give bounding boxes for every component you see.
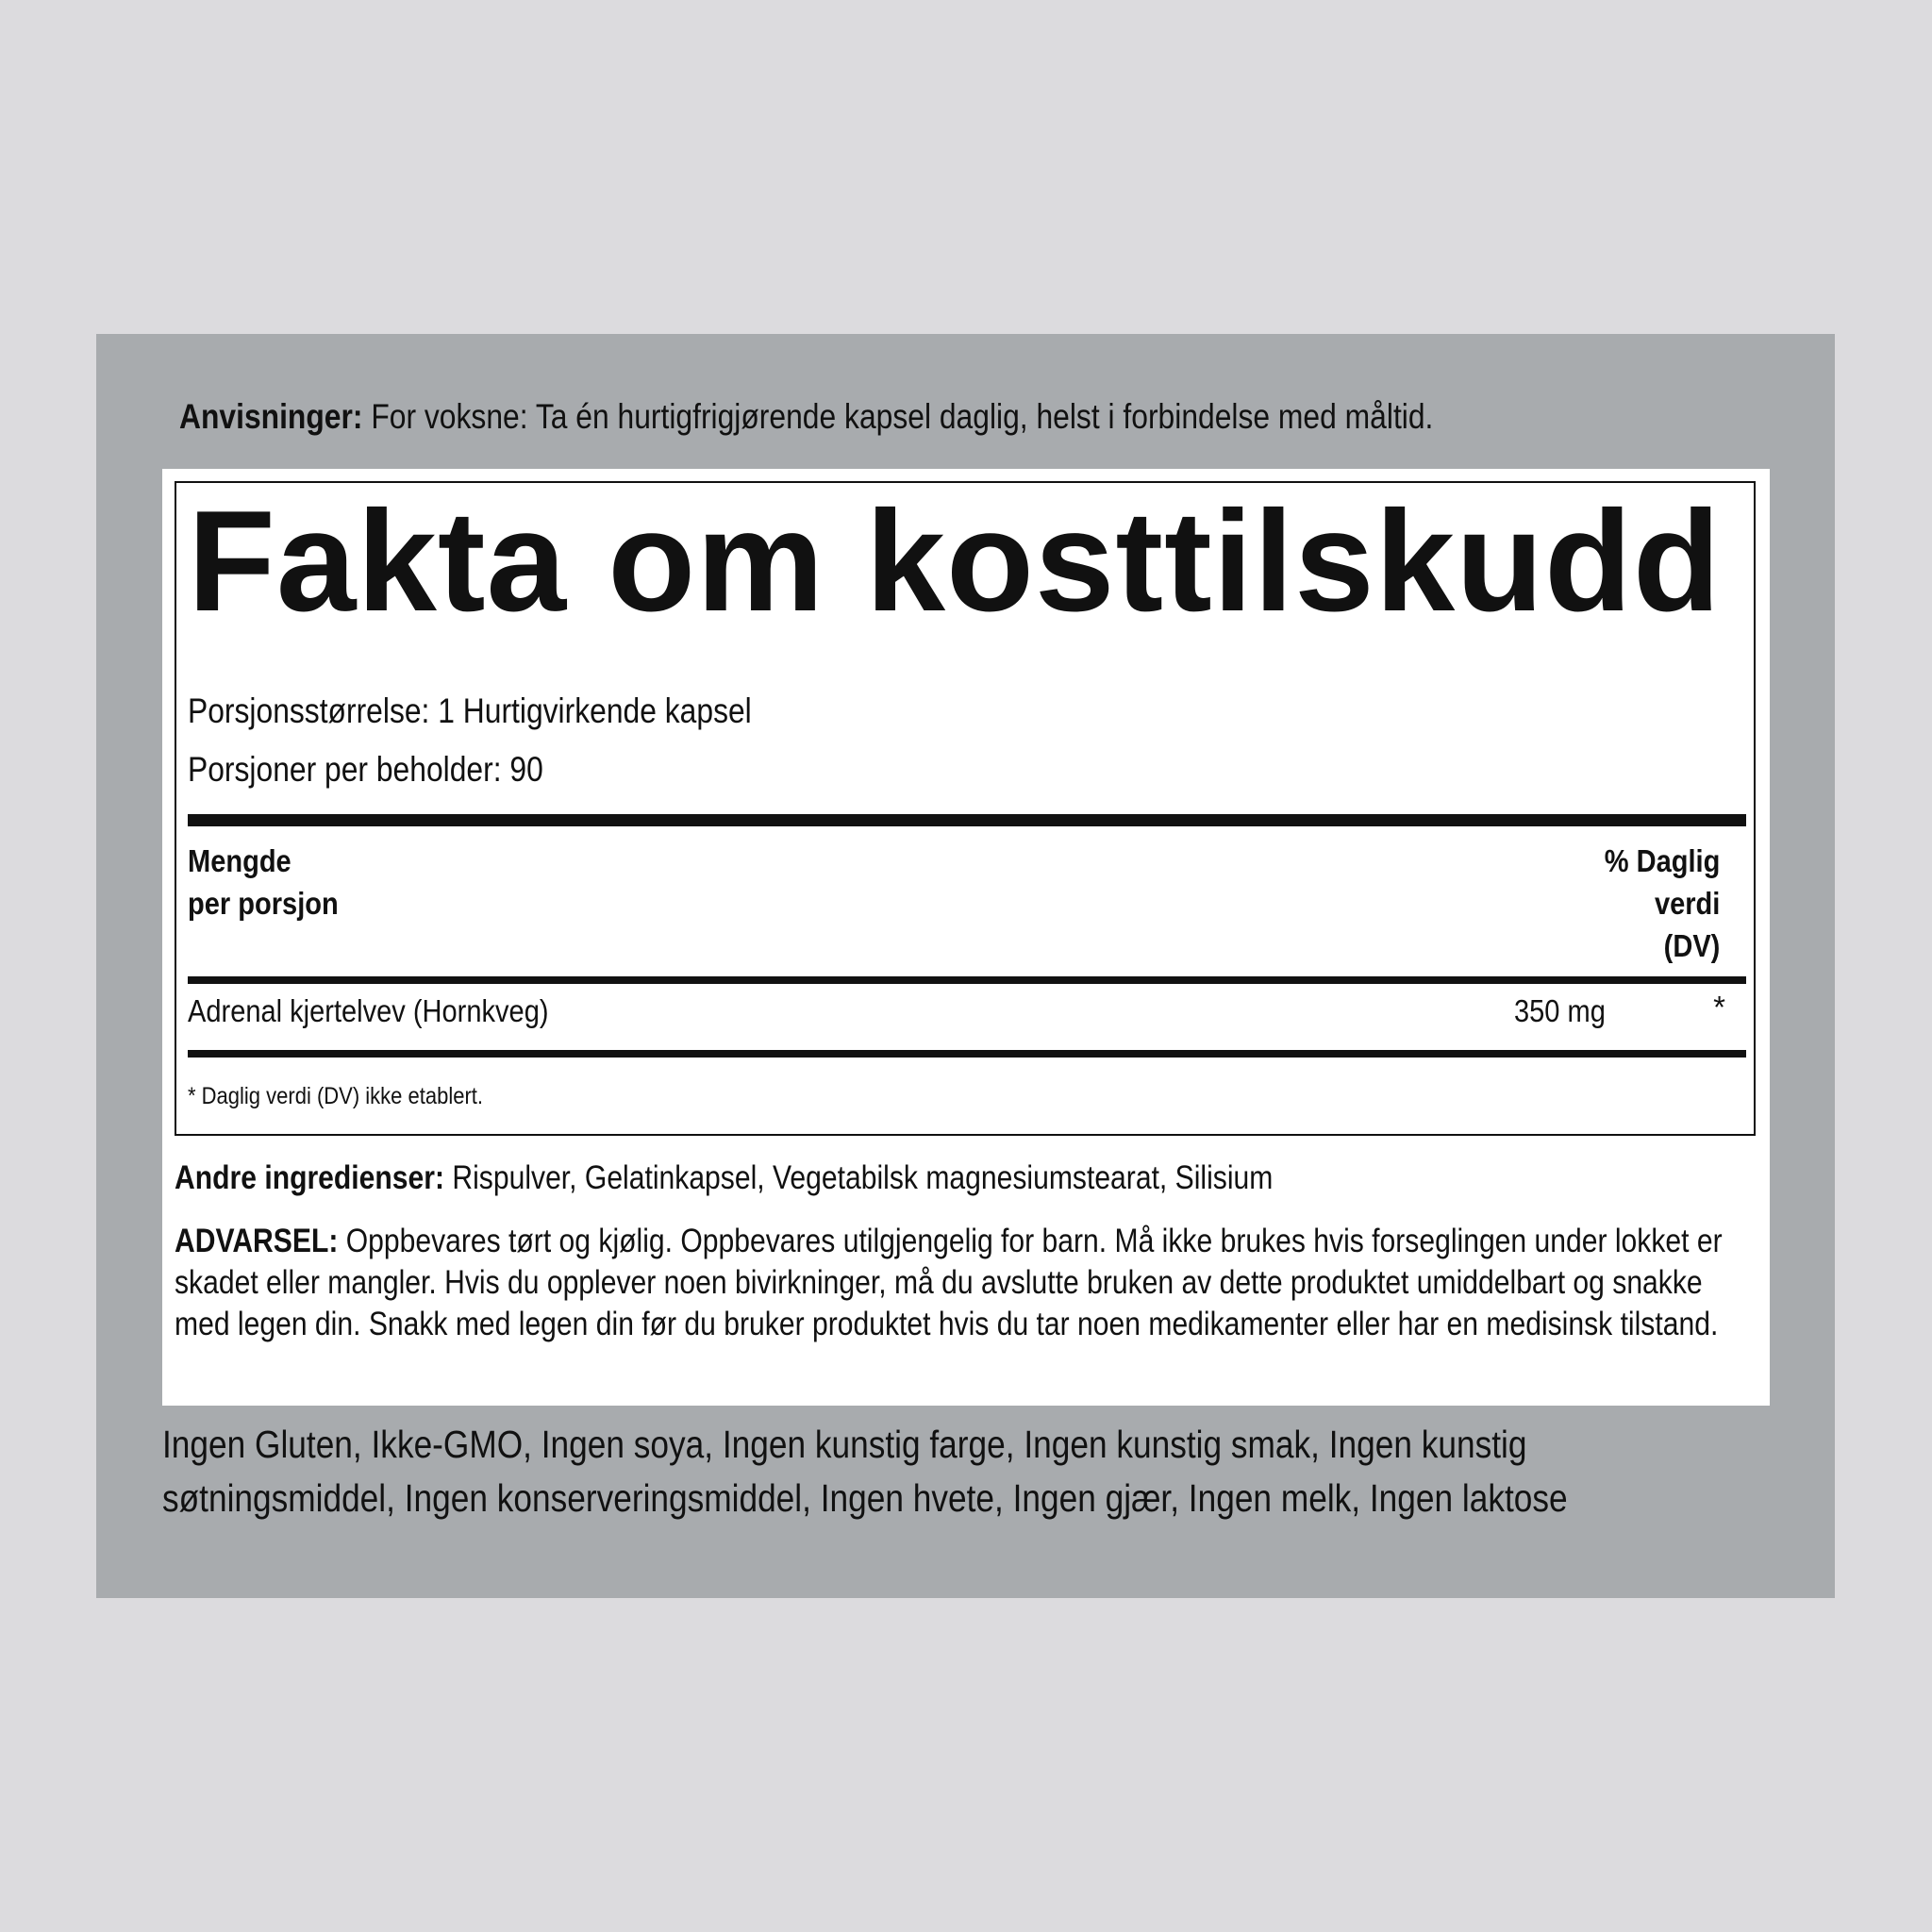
ingredient-amount: 350 mg: [1514, 993, 1606, 1028]
label-white-box: [162, 469, 1770, 1406]
other-ingredients: [175, 1158, 1273, 1198]
amount-header-line2: per porsjon: [188, 886, 339, 921]
daily-value-header: [1604, 840, 1720, 967]
warning-body: Oppbevares tørt og kjølig. Oppbevares utilgjengelig for barn. Må ikke brukes hvis forseglingen under lokket er skadet eller mangler. Hvis du opplever noen bivirkninger, må du avslutte bruken av dette produktet umiddelbart og snakke med legen din. Snakk med legen din før du bruker produktet hvis du tar noen medikamenter eller har en medisinsk tilstand.: [175, 1223, 1723, 1342]
supplement-facts-box: [175, 481, 1756, 1136]
warning-text: [175, 1221, 1753, 1345]
amount-per-serving-header: [188, 840, 339, 924]
directions-body: For voksne: Ta én hurtigfrigjørende kapsel daglig, helst i forbindelse med måltid.: [362, 397, 1434, 436]
serving-size: Porsjonsstørrelse: 1 Hurtigvirkende kapsel: [188, 691, 752, 730]
medium-divider-bottom: [188, 1050, 1746, 1058]
amount-header-line1: Mengde: [188, 843, 291, 878]
ingredient-name: Adrenal kjertelvev (Hornkveg): [188, 993, 549, 1028]
dv-header-line3: (DV): [1663, 928, 1720, 963]
medium-divider: [188, 976, 1746, 984]
thick-divider: [188, 814, 1746, 826]
directions-label: Anvisninger:: [179, 397, 363, 436]
dv-footnote: * Daglig verdi (DV) ikke etablert.: [188, 1083, 484, 1109]
ingredient-dv: *: [1713, 990, 1725, 1024]
servings-per-container: Porsjoner per beholder: 90: [188, 750, 543, 789]
label-panel: [96, 334, 1835, 1598]
directions-text: [179, 396, 1558, 438]
warning-label: ADVARSEL:: [175, 1223, 339, 1259]
dv-header-line2: verdi: [1654, 886, 1720, 921]
dv-header-line1: % Daglig: [1604, 843, 1720, 878]
other-ingredients-text: Rispulver, Gelatinkapsel, Vegetabilsk magnesiumstearat, Silisium: [444, 1159, 1274, 1196]
ingredient-row: [188, 992, 1746, 1040]
other-ingredients-label: Andre ingredienser:: [175, 1159, 445, 1196]
supplement-facts-title: Fakta om kosttilskudd: [188, 481, 1722, 641]
free-from-claims: Ingen Gluten, Ikke-GMO, Ingen soya, Ingen kunstig farge, Ingen kunstig smak, Ingen kunstig søtningsmiddel, Ingen konserveringsmiddel, Ingen hvete, Ingen gjær, Ingen melk, Ingen laktose: [162, 1423, 1568, 1520]
